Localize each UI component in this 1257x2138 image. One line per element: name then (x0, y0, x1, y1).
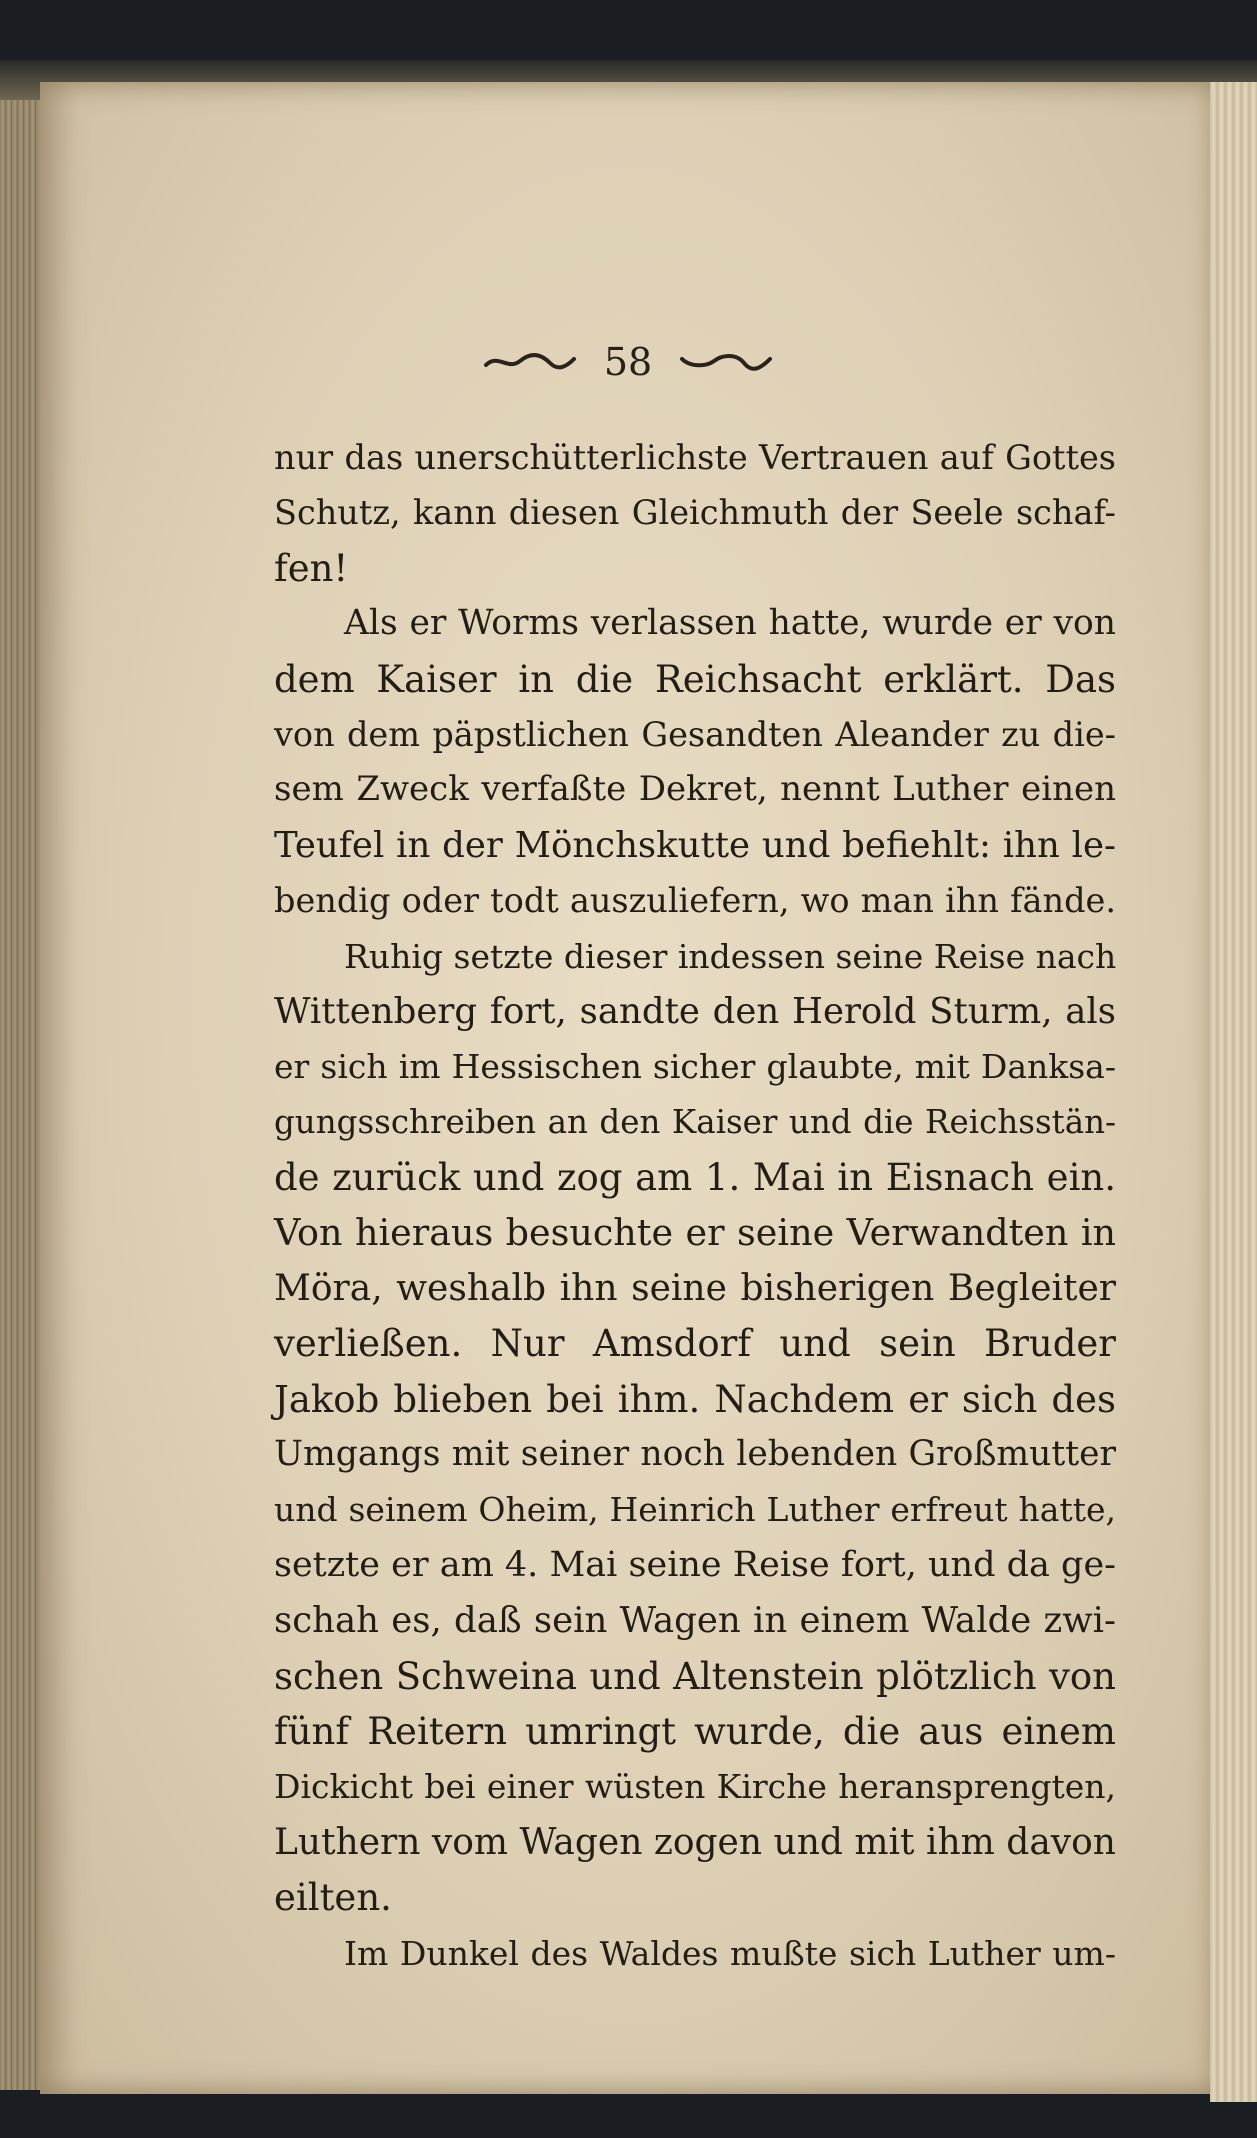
text-line: fen! (274, 546, 349, 590)
right-ornament-icon (680, 351, 772, 373)
text-line: Luthern vom Wagen zogen und mit ihm davon (274, 1821, 1116, 1863)
left-ornament-icon (484, 351, 576, 373)
text-line: fünf Reitern umringt wurde, die aus einem (274, 1709, 1116, 1753)
paragraph-start-line: Im Dunkel des Waldes mußte sich Luther um- (344, 1933, 1116, 1973)
text-line: nur das unerschütterlichste Vertrauen auf Gottes (274, 438, 1116, 477)
text-line: dem Kaiser in die Reichsacht erklärt. Das (274, 657, 1116, 701)
text-line: und seinem Oheim, Heinrich Luther erfreut hatte, (274, 1490, 1116, 1530)
page-header (40, 340, 1216, 384)
paragraph-start-line: Als er Worms verlassen hatte, wurde er von (344, 603, 1116, 644)
text-line: Wittenberg fort, sandte den Herold Sturm, als (274, 990, 1116, 1032)
body-text (274, 430, 1116, 1981)
text-line: Teufel in der Mönchskutte und befiehlt: ihn le- (274, 824, 1116, 866)
text-line: Umgangs mit seiner noch lebenden Großmutter (274, 1434, 1116, 1475)
text-line: verließen. Nur Amsdorf und sein Bruder (274, 1322, 1116, 1366)
text-line: sem Zweck verfaßte Dekret, nennt Luther einen (274, 769, 1116, 810)
text-line: schah es, daß sein Wagen in einem Walde zwi- (274, 1600, 1116, 1642)
text-line: Jakob blieben bei ihm. Nachdem er sich des (274, 1377, 1116, 1421)
book-page (40, 82, 1216, 2094)
paragraph-start-line: Ruhig setzte dieser indessen seine Reise nach (344, 936, 1117, 976)
text-line: Möra, weshalb ihn seine bisherigen Begleiter (274, 1267, 1116, 1309)
book-fore-edge (1210, 82, 1257, 2102)
text-line: Schutz, kann diesen Gleichmuth der Seele schaf- (274, 493, 1116, 533)
text-line: de zurück und zog am 1. Mai in Eisnach ein. (274, 1156, 1116, 1200)
text-line: eilten. (274, 1876, 392, 1920)
text-line: schen Schweina und Altenstein plötzlich von (274, 1654, 1116, 1698)
text-line: bendig oder todt auszuliefern, wo man ihn fände. (274, 881, 1116, 921)
text-line: Dickicht bei einer wüsten Kirche heransprengten, (274, 1767, 1116, 1807)
text-line: von dem päpstlichen Gesandten Aleander zu die- (274, 714, 1116, 754)
page-number: 58 (603, 340, 653, 384)
text-line: setzte er am 4. Mai seine Reise fort, und da ge- (274, 1544, 1116, 1585)
text-line: Von hieraus besuchte er seine Verwandten in (274, 1211, 1116, 1255)
text-line: er sich im Hessischen sicher glaubte, mit Danksa- (274, 1047, 1116, 1087)
text-line: gungsschreiben an den Kaiser und die Reichsstän- (274, 1102, 1116, 1141)
